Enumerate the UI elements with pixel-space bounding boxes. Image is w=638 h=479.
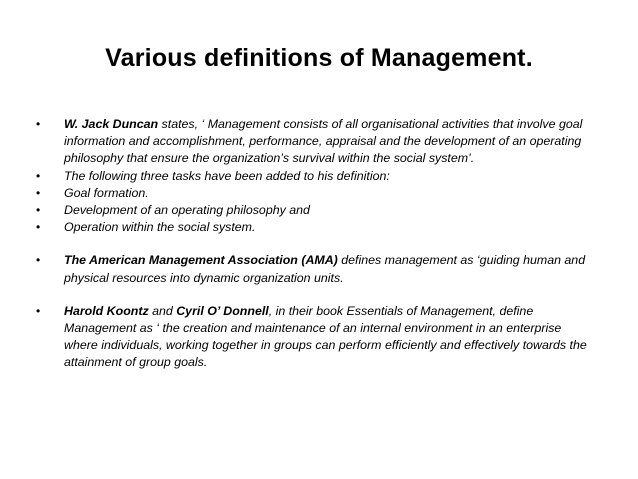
author-name: Harold Koontz [64,303,149,318]
item-text: Operation within the social system. [64,220,256,235]
slide-title: Various definitions of Management. [105,44,533,72]
spacer [36,236,596,252]
list-item [36,185,596,202]
spacer [36,287,596,303]
item-text: and [148,303,177,318]
item-text: The following three tasks have been added to his definition: [64,168,390,183]
list-item [36,219,596,236]
item-text: Development of an operating philosophy and [64,203,310,218]
list-item [36,202,596,219]
item-text: Goal formation. [64,185,149,200]
list-item [36,168,596,185]
bullet-icon: • [36,220,41,235]
bullet-icon: • [36,185,41,200]
author-name: Cyril O’ Donnell [176,303,269,318]
list-item [36,303,596,372]
list-item [36,252,596,286]
organization-name: The American Management Association (AMA) [64,253,338,268]
bullet-icon: • [36,168,41,183]
list-item [36,116,596,168]
bullet-icon: • [36,117,41,131]
item-text: defines management as ‘guiding human and physical resources into dynamic organization units. [64,253,586,285]
definitions-list [36,116,596,372]
item-text: states, ‘ Management consists of all organisational activities that involve goal information and accomplishment, performance, appraisal and the development of an operating philosophy that ensure the organization’s survival within the social system’. [64,117,583,166]
item-text: , in their book Essentials of Management, define Management as ‘ the creation and maintenance of an internal environment in an enterprise where individuals, working together in groups can perform efficiently and effectively towards the attainment of group goals. [64,303,587,370]
bullet-icon: • [36,203,41,218]
author-name: W. Jack Duncan [64,117,159,131]
bullet-icon: • [36,303,41,318]
bullet-icon: • [36,253,41,268]
